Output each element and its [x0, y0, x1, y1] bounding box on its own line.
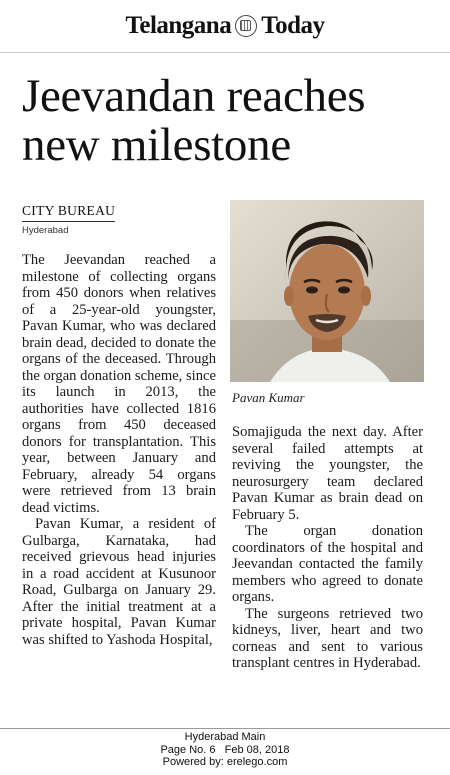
footer-powered-by: Powered by: erelego.com — [162, 756, 288, 768]
dateline: Hyderabad — [22, 225, 69, 236]
masthead — [0, 0, 450, 53]
page-footer — [0, 728, 450, 769]
footer-edition: Hyderabad Main — [184, 731, 266, 743]
portrait-photo — [230, 200, 424, 382]
article-headline: Jeevandan reaches new milestone — [22, 70, 366, 171]
article-paragraph: Somajiguda the next day. After several failed attempts at reviving the youngster, the neurosurgery team declared Pavan Kumar as brain dead on February 5. — [232, 424, 423, 523]
byline-bureau: CITY BUREAU — [22, 203, 115, 222]
newspaper-logo — [125, 12, 324, 40]
article-paragraph: The organ donation coordinators of the hospital and Jeevandan contacted the family members who agreed to donate organs. — [232, 523, 423, 605]
article-paragraph: Pavan Kumar, a resident of Gulbarga, Karnataka, had received grievous head injuries in a road accident at Kusunoor Road, Gulbarga on January 29. After the initial treatment at a private hospital, Pavan Kumar was shifted to Yashoda Hospital, — [22, 516, 216, 648]
brand-name-left: Telangana — [125, 12, 232, 39]
footer-page-date: Page No. 6 Feb 08, 2018 — [160, 743, 290, 756]
article-paragraph: The Jeevandan reached a milestone of collecting organs from 450 donors when relatives of a 25-year-old youngster, Pavan Kumar, who was declared brain dead, decided to donate the organs of the deceased. Through the organ donation scheme, since its launch in 2013, the authorities have collected 1816 organs from 450 deceased donors for transplantation. This year, between January and February, already 54 organs were retrieved from 13 brain dead victims. — [22, 252, 216, 516]
photo-caption: Pavan Kumar — [232, 390, 305, 405]
article-column-right — [232, 424, 423, 672]
article-column-left — [22, 252, 216, 648]
state-seal-icon — [235, 15, 257, 37]
portrait-illustration — [230, 200, 424, 382]
byline — [22, 200, 115, 236]
article-paragraph: The surgeons retrieved two kidneys, liver, heart and two corneas and sent to various transplant centres in Hyderabad. — [232, 605, 423, 671]
brand-name-right: Today — [261, 12, 325, 39]
